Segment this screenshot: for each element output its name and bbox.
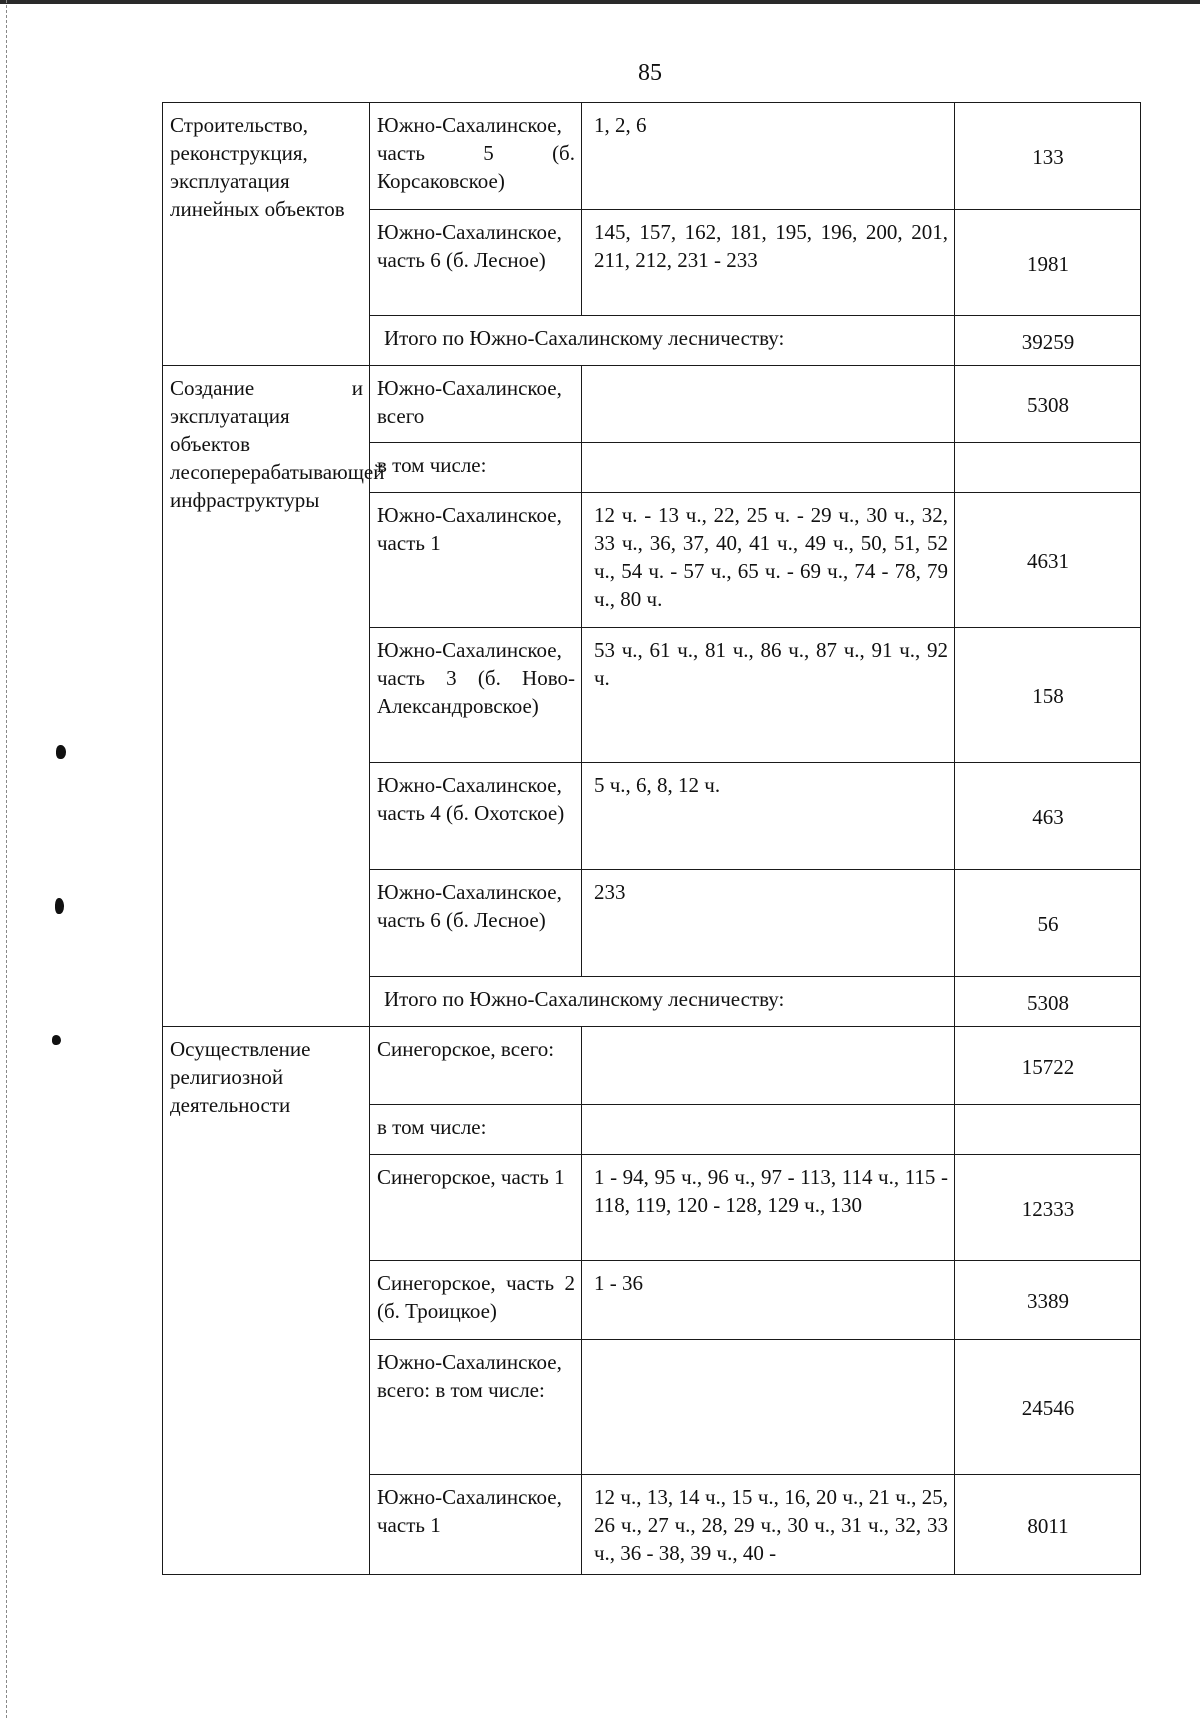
area-cell: 133 — [955, 103, 1141, 210]
quarters-cell: 12 ч. - 13 ч., 22, 25 ч. - 29 ч., 30 ч., 32, 33 ч., 36, 37, 40, 41 ч., 49 ч., 50, 51, 52 ч., 54 ч. - 57 ч., 65 ч. - 69 ч., 74 - 78, 79 ч., 80 ч. — [582, 493, 955, 628]
area-cell: 8011 — [955, 1475, 1141, 1575]
area-cell — [955, 1105, 1141, 1155]
activity-cell: Строительство, реконструкция, эксплуатация линейных объектов — [163, 103, 370, 366]
area-cell: 15722 — [955, 1027, 1141, 1105]
area-cell: 4631 — [955, 493, 1141, 628]
scan-left-edge — [6, 0, 8, 1718]
district-cell: Южно-Сахалинское, всего — [370, 366, 582, 443]
district-cell: Южно-Сахалинское, часть 1 — [370, 1475, 582, 1575]
area-cell: 1981 — [955, 210, 1141, 316]
district-cell: Южно-Сахалинское, часть 4 (б. Охотское) — [370, 763, 582, 870]
quarters-cell: 12 ч., 13, 14 ч., 15 ч., 16, 20 ч., 21 ч., 25, 26 ч., 27 ч., 28, 29 ч., 30 ч., 31 ч., 32, 33 ч., 36 - 38, 39 ч., 40 - — [582, 1475, 955, 1575]
table-row — [163, 366, 1141, 443]
forest-allocation-table — [162, 102, 1141, 1575]
total-label: Итого по Южно-Сахалинскому лесничеству: — [370, 316, 955, 366]
district-cell: Синегорское, всего: — [370, 1027, 582, 1105]
quarters-cell — [582, 1105, 955, 1155]
district-cell: Южно-Сахалинское, всего: в том числе: — [370, 1340, 582, 1475]
district-cell: Южно-Сахалинское, часть 6 (б. Лесное) — [370, 210, 582, 316]
area-cell — [955, 443, 1141, 493]
scan-smudge — [52, 1035, 61, 1045]
scan-smudge — [55, 898, 64, 914]
activity-cell: Создание и эксплуатация объектов лесоперерабатывающей инфраструктуры — [163, 366, 370, 1027]
table-row — [163, 103, 1141, 210]
total-label: Итого по Южно-Сахалинскому лесничеству: — [370, 977, 955, 1027]
quarters-cell: 5 ч., 6, 8, 12 ч. — [582, 763, 955, 870]
area-cell: 24546 — [955, 1340, 1141, 1475]
district-cell: Южно-Сахалинское, часть 3 (б. Ново-Александровское) — [370, 628, 582, 763]
table-row — [163, 1027, 1141, 1105]
quarters-cell — [582, 1027, 955, 1105]
district-cell: в том числе: — [370, 1105, 582, 1155]
area-cell: 12333 — [955, 1155, 1141, 1261]
quarters-cell: 1 - 94, 95 ч., 96 ч., 97 - 113, 114 ч., 115 - 118, 119, 120 - 128, 129 ч., 130 — [582, 1155, 955, 1261]
quarters-cell — [582, 1340, 955, 1475]
quarters-cell: 53 ч., 61 ч., 81 ч., 86 ч., 87 ч., 91 ч., 92 ч. — [582, 628, 955, 763]
total-area: 39259 — [955, 316, 1141, 366]
district-cell: Синегорское, часть 2 (б. Троицкое) — [370, 1261, 582, 1340]
district-cell: Южно-Сахалинское, часть 6 (б. Лесное) — [370, 870, 582, 977]
quarters-cell — [582, 443, 955, 493]
district-cell: Южно-Сахалинское, часть 5 (б. Корсаковское) — [370, 103, 582, 210]
scan-top-edge — [0, 0, 1200, 4]
area-cell: 158 — [955, 628, 1141, 763]
page-number: 85 — [638, 60, 662, 86]
district-cell: Южно-Сахалинское, часть 1 — [370, 493, 582, 628]
district-cell: Синегорское, часть 1 — [370, 1155, 582, 1261]
area-cell: 3389 — [955, 1261, 1141, 1340]
area-cell: 463 — [955, 763, 1141, 870]
quarters-cell: 1 - 36 — [582, 1261, 955, 1340]
quarters-cell: 145, 157, 162, 181, 195, 196, 200, 201, 211, 212, 231 - 233 — [582, 210, 955, 316]
quarters-cell: 233 — [582, 870, 955, 977]
area-cell: 5308 — [955, 366, 1141, 443]
scan-smudge — [56, 745, 66, 759]
quarters-cell: 1, 2, 6 — [582, 103, 955, 210]
total-area: 5308 — [955, 977, 1141, 1027]
district-cell: в том числе: — [370, 443, 582, 493]
area-cell: 56 — [955, 870, 1141, 977]
quarters-cell — [582, 366, 955, 443]
activity-cell: Осуществление религиозной деятельности — [163, 1027, 370, 1575]
